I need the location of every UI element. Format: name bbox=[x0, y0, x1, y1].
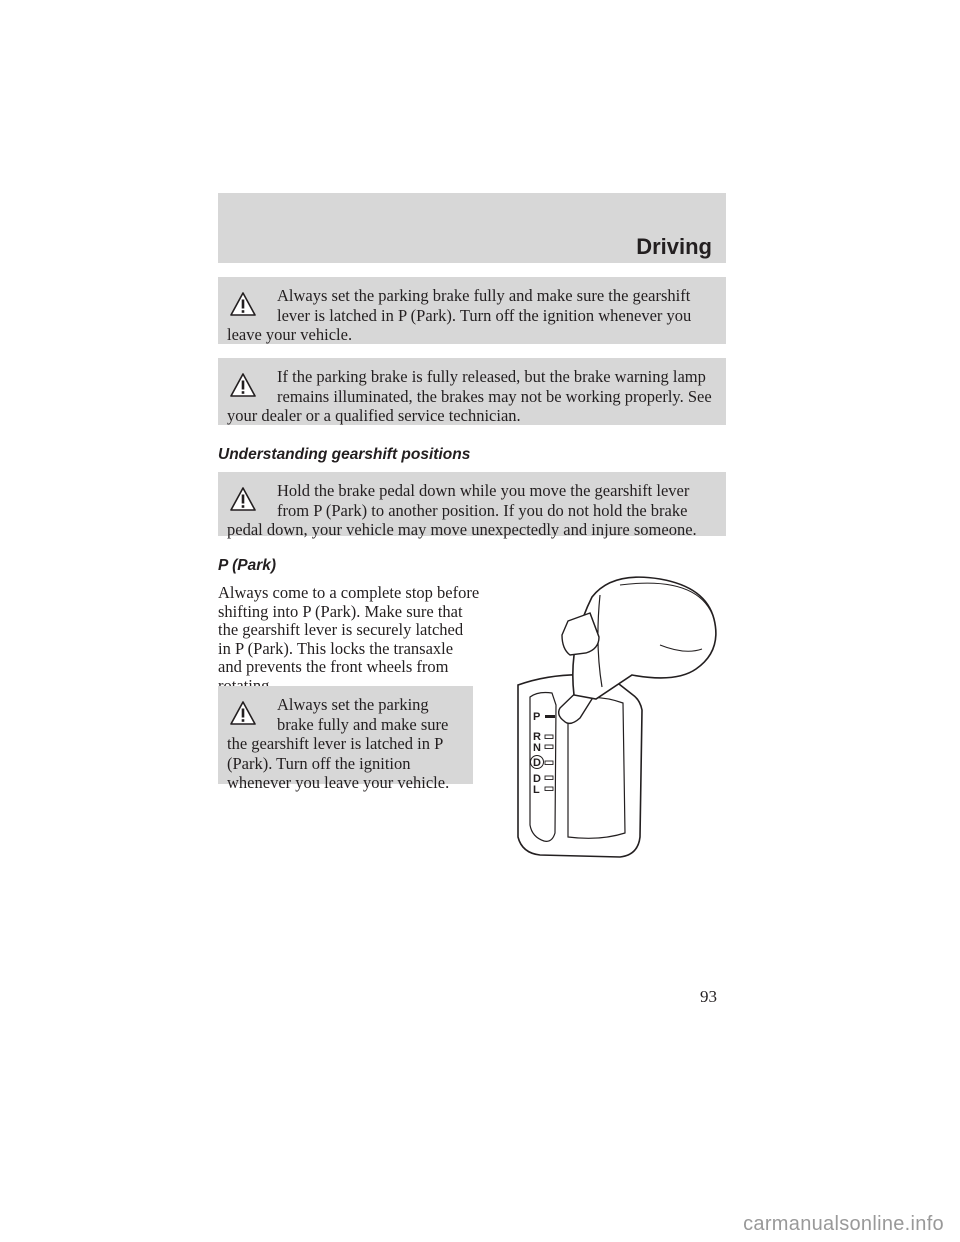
warning-text: Always set the parking brake fully and make sure the gearshift lever is latched in P (Park). Turn off the ignition whenever you leave your vehicle. bbox=[227, 286, 692, 344]
gear-label-r: R bbox=[533, 731, 541, 743]
heading-park: P (Park) bbox=[218, 557, 277, 574]
warning-box bbox=[218, 358, 726, 425]
gear-label-l: L bbox=[533, 784, 540, 796]
gear-label-p: P bbox=[533, 711, 541, 723]
gear-label-n: N bbox=[533, 742, 541, 754]
footer-logo: carmanualsonline.info bbox=[743, 1213, 944, 1235]
warning-icon bbox=[227, 695, 277, 731]
warning-text: Hold the brake pedal down while you move the gearshift lever from P (Park) to another position. If you do not hold the brake pedal down, your vehicle may move unexpectedly and injure someone. bbox=[227, 481, 697, 539]
warning-box bbox=[218, 472, 726, 539]
gearshift-illustration bbox=[500, 575, 730, 865]
warning-box bbox=[218, 277, 726, 344]
page-number: 93 bbox=[700, 987, 717, 1006]
warning-box bbox=[218, 686, 473, 792]
heading-gearshift-positions: Understanding gearshift positions bbox=[218, 446, 471, 463]
gear-label-d-overdrive: D bbox=[533, 757, 541, 769]
warning-icon bbox=[227, 481, 277, 517]
warning-icon bbox=[227, 367, 277, 403]
warning-icon bbox=[227, 286, 277, 322]
section-header-band bbox=[218, 193, 726, 263]
section-title: Driving bbox=[636, 234, 712, 259]
gear-label-d: D bbox=[533, 773, 541, 785]
warning-text: If the parking brake is fully released, but the brake warning lamp remains illuminated, the brakes may not be working properly. See your dealer or a qualified service technician. bbox=[227, 367, 712, 425]
park-body-text: Always come to a complete stop before shifting into P (Park). Make sure that the gearshift lever is securely latched in P (Park). This locks the transaxle and prevents the front wheels from bbox=[218, 583, 480, 677]
warning-text: Always set the parking brake fully and make sure the gearshift lever is latched in P (Park). Turn off the ignition whenever you leave your vehicle. bbox=[227, 695, 450, 792]
